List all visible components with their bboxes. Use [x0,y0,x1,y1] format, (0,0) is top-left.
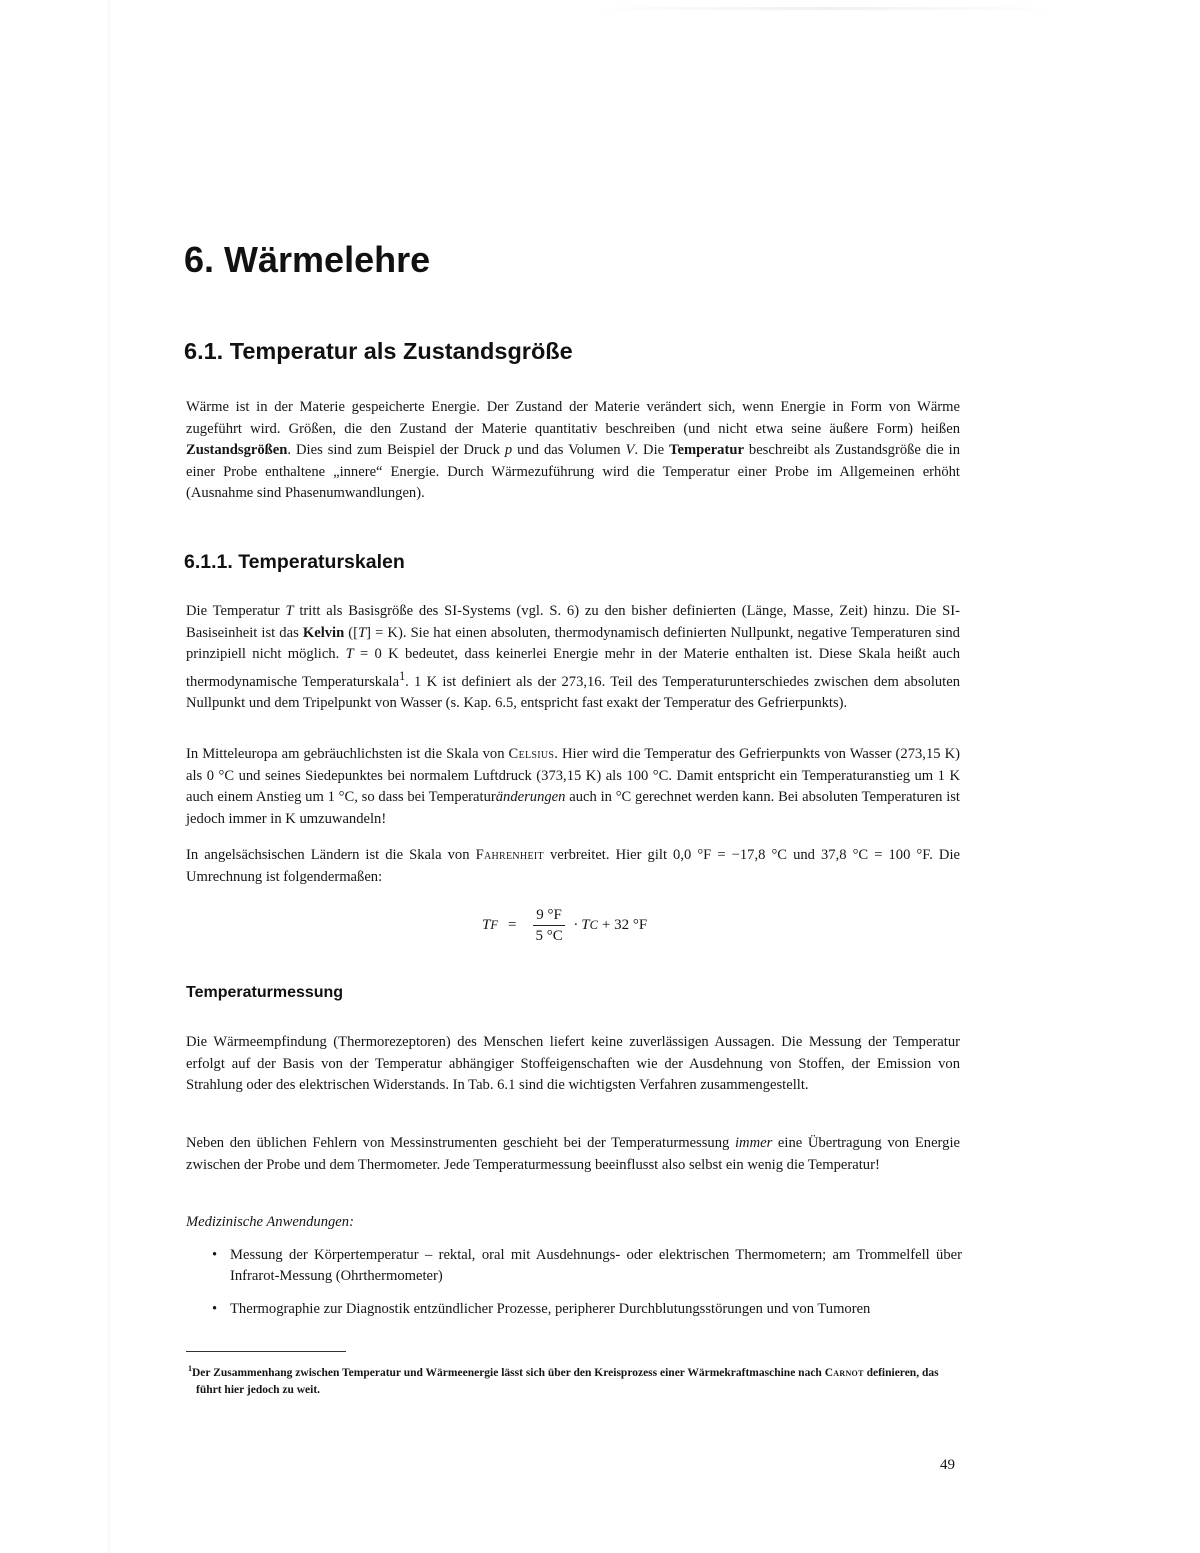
intro-paragraph: Wärme ist in der Materie gespeicherte Energie. Der Zustand der Materie verändert sich, wenn Energie in Form von Wärme zugeführt wird. Größen, die den Zustand der Materie quantitativ beschreiben (und nicht etwa seine äußere Form) heißen Zustandsgrößen. Dies sind zum Beispiel der Druck p und das Volumen V. Die Temperatur beschreibt als Zustandsgröße die in einer Probe enthaltene „innere“ Energie. Durch Wärmezuführung wird die Temperatur einer Probe im Allgemeinen erhöht (Ausnahme sind Phasenumwandlungen). [186,399,961,501]
conversion-formula: T F = $\frac{9 ^\circ F}{5 ^\circ C}$ · T C + 32 °F [482,906,648,944]
scan-edge-artifact [590,7,1060,10]
footnote-separator [186,1351,346,1352]
measure-paragraph-1: Die Wärmeempfindung (Thermorezeptoren) des Menschen liefert keine zuverlässigen Aussagen. Die Messung der Temperatur erfolgt auf der Basis von der Temperatur abhängiger Stoffeigenschaften wie der Ausdehnung von Stoffen, der Emission von Strahlung oder des elektrischen Widerstands. In Tab. 6.1 sind die wichtigsten Verfahren zusammengestellt. [186,1034,960,1093]
footnote-reference[interactable]: 1 [399,668,406,683]
measure-heading: Temperaturmessung [186,984,344,1001]
list-item: • Thermographie zur Diagnostik entzündlicher Prozesse, peripherer Durchblutungsstörungen und von Tumoren [212,1299,962,1320]
term-kelvin: Kelvin [302,624,345,641]
term-temperatur: Temperatur [669,442,744,458]
scan-shadow [108,0,110,1553]
bullet-icon: • [212,1247,218,1263]
list-item: • Messung der Körpertemperatur – rektal, oral mit Ausdehnungs- oder elektrischen Thermometern; am Trommelfell über Infrarot-Messung (Ohrthermometer) [212,1247,962,1284]
kelvin-paragraph: Die Temperatur T tritt als Basisgröße des SI-Systems (vgl. S. 6) zu den bisher definierten (Länge, Masse, Zeit) hinzu. Die SI-Basiseinheit ist das Kelvin ([T] = K). Sie hat einen absoluten, thermodynamisch definierten Nullpunkt, negative Temperaturen sind prinzipiell nicht möglich. T = 0 K bedeutet, dass keinerlei Energie mehr in der Materie enthalten ist. Diese Skala heißt auch thermodynamische Temperaturskala$^1$. 1 K ist definiert als der 273,16. Teil des Temperaturunterschiedes zwischen dem absoluten Nullpunkt und dem Tripelpunkt von Wasser (s. Kap. 6.5, entspricht fast exakt der Temperatur des Gefrierpunkts). [186,603,961,711]
chapter-title: 6. Wärmelehre [184,239,431,280]
bullet-icon: • [212,1301,218,1317]
medical-heading: Medizinische Anwendungen: [186,1214,354,1230]
term-zustandsgroessen: Zustandsgrößen [186,442,288,458]
fahrenheit-paragraph: In angelsächsischen Ländern ist die Skala von Fahrenheit verbreitet. Hier gilt 0,0 °F = −17,8 °C und 37,8 °C = 100 °F. Die Umrechnung ist folgendermaßen: [186,847,960,885]
measure-paragraph-2: Neben den üblichen Fehlern von Messinstrumenten geschieht bei der Temperaturmessung immer eine Übertragung von Energie zwischen der Probe und dem Thermometer. Jede Temperaturmessung beeinflusst also selbst ein wenig die Temperatur! [186,1135,960,1173]
page-number: 49 [940,1457,955,1473]
subsection-title: 6.1.1. Temperaturskalen [184,551,405,573]
formula-fraction: $\frac{9 ^\circ F}{5 ^\circ C}$ [532,906,565,945]
medical-list [212,1245,962,1332]
footnote: $^1$Der Zusammenhang zwischen Temperatur und Wärmeenergie lässt sich über den Kreisprozess einer Wärmekraftmaschine nach Carnot definieren, das führt hier jedoch zu weit. [188,1364,939,1396]
celsius-paragraph: In Mitteleuropa am gebräuchlichsten ist die Skala von Celsius. Hier wird die Temperatur des Gefrierpunkts von Wasser (273,15 K) als 0 °C und seines Siedepunktes bei normalem Luftdruck (373,15 K) als 100 °C. Damit entspricht ein Temperaturanstieg um 1 K auch einem Anstieg um 1 °C, so dass bei Temperaturänderungen auch in °C gerechnet werden kann. Bei absoluten Temperaturen ist jedoch immer in K umzuwandeln! [186,746,960,827]
section-title: 6.1. Temperatur als Zustandsgröße [184,338,573,364]
